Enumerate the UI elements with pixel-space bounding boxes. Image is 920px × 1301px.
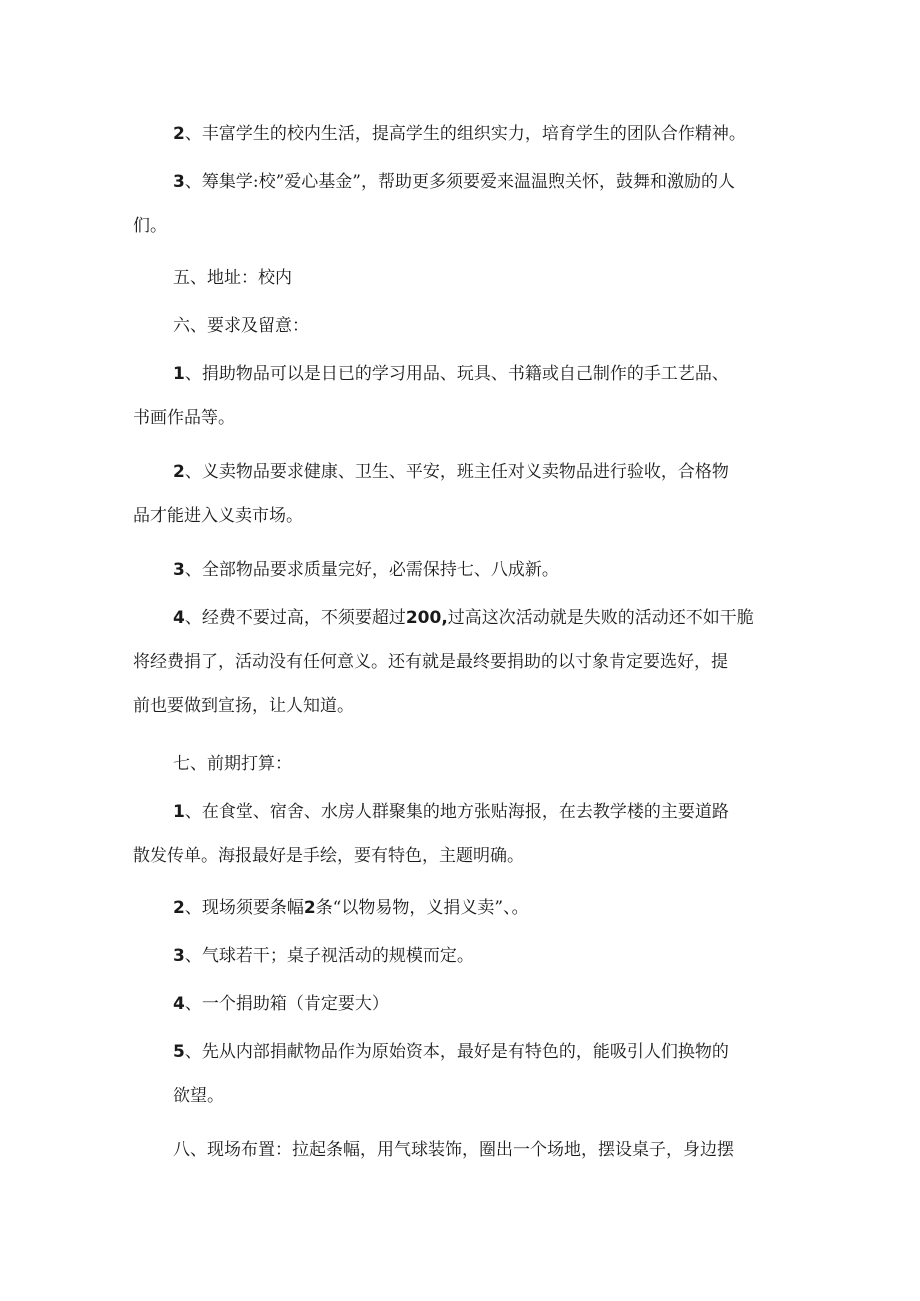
paragraph-line: 书画作品等。 xyxy=(133,408,235,428)
item-number: 4 xyxy=(173,994,185,1014)
paragraph-line: 3、气球若干；桌子视活动的规模而定。 xyxy=(173,946,474,966)
paragraph-goal-2 xyxy=(133,112,793,156)
item-number: 2 xyxy=(173,462,185,482)
paragraph-line: 品才能进入义卖市场。 xyxy=(133,506,303,526)
paragraph-line: 3、全部物品要求质量完好，必需保持七、八成新。 xyxy=(173,560,559,580)
paragraph-requirement-2 xyxy=(133,450,793,538)
item-number: 2 xyxy=(173,898,185,918)
item-number: 1 xyxy=(173,802,185,822)
budget-amount: 200, xyxy=(405,608,448,628)
paragraph-line: 前也要做到宣扬，让人知道。 xyxy=(133,696,354,716)
paragraph-goal-3 xyxy=(133,160,793,248)
paragraph-preparation-1 xyxy=(133,790,793,878)
paragraph-line: 们。 xyxy=(133,216,167,236)
item-number: 3 xyxy=(173,946,185,966)
paragraph-requirement-3 xyxy=(133,548,793,592)
paragraph-preparation-3 xyxy=(133,934,793,978)
paragraph-line: 2、义卖物品要求健康、卫生、平安，班主任对义卖物品进行验收，合格物 xyxy=(173,462,729,482)
paragraph-line: 2、丰富学生的校内生活，提高学生的组织实力，培育学生的团队合作精神。 xyxy=(173,124,746,144)
section-heading-requirements: 六、要求及留意： xyxy=(173,316,309,336)
item-number: 5 xyxy=(173,1042,185,1062)
section-heading-layout: 八、现场布置：拉起条幅，用气球装饰，圈出一个场地，摆设桌子，身边摆 xyxy=(173,1140,734,1160)
item-number: 3 xyxy=(173,560,185,580)
paragraph-line: 1、在食堂、宿舍、水房人群聚集的地方张贴海报，在去教学楼的主要道路 xyxy=(173,802,729,822)
paragraph-line: 3、筹集学:校”爱心基金”，帮助更多须要爱来温温煦关怀，鼓舞和激励的人 xyxy=(173,172,735,192)
item-number: 1 xyxy=(173,364,185,384)
paragraph-line: 4、经费不要过高，不须要超过200,过高这次活动就是失败的活动还不如干脆 xyxy=(173,608,754,628)
paragraph-line: 4、一个捐助箱（肯定要大） xyxy=(173,994,389,1014)
paragraph-line: 5、先从内部捐献物品作为原始资本，最好是有特色的，能吸引人们换物的 xyxy=(173,1042,729,1062)
paragraph-line: 2、现场须要条幅2条“以物易物，义捐义卖”、。 xyxy=(173,898,529,918)
section-heading-preparation: 七、前期打算： xyxy=(173,754,292,774)
paragraph-preparation-4 xyxy=(133,982,793,1026)
paragraph-preparation-2 xyxy=(133,886,793,930)
paragraph-line: 欲望。 xyxy=(173,1086,224,1106)
paragraph-line: 散发传单。海报最好是手绘，要有特色，主题明确。 xyxy=(133,846,524,866)
paragraph-line: 将经费捐了，活动没有任何意义。还有就是最终要捐助的以寸象肯定要选好，提 xyxy=(133,652,728,672)
banner-count: 2 xyxy=(303,898,316,918)
item-number: 2 xyxy=(173,124,185,144)
paragraph-preparation-5 xyxy=(133,1030,793,1118)
item-number: 3 xyxy=(173,172,185,192)
paragraph-requirement-4 xyxy=(133,596,793,728)
paragraph-requirement-1 xyxy=(133,352,793,440)
section-heading-address: 五、地址：校内 xyxy=(173,268,292,288)
paragraph-line: 1、捐助物品可以是日已的学习用品、玩具、书籍或自己制作的手工艺品、 xyxy=(173,364,729,384)
item-number: 4 xyxy=(173,608,185,628)
